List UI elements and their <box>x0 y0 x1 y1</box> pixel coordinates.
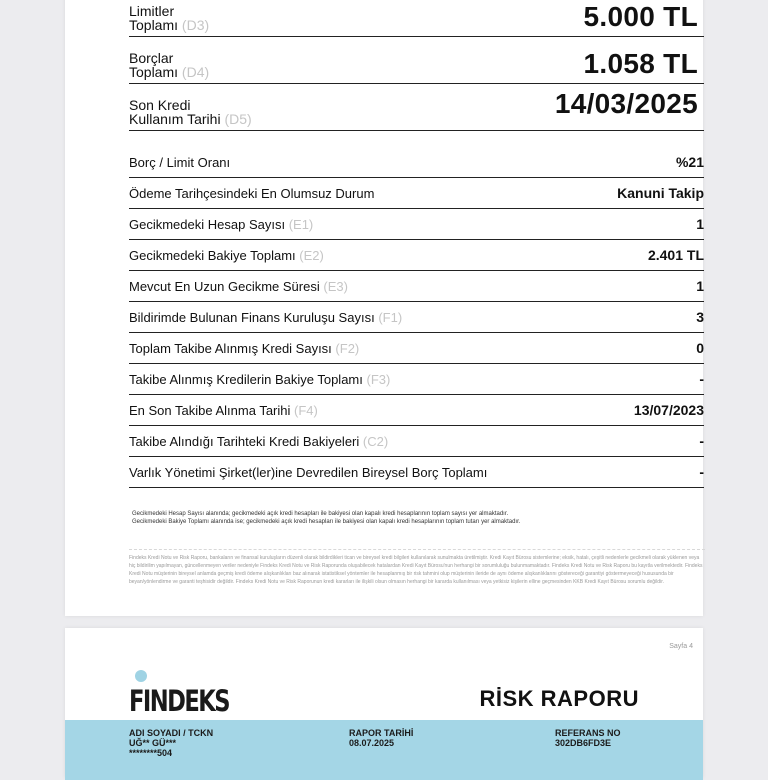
detail-value: 1 <box>696 278 704 294</box>
detail-label: Ödeme Tarihçesindeki En Olumsuz Durum <box>129 185 375 201</box>
footnote-line: Gecikmedeki Hesap Sayısı alanında; gecikmedeki açık kredi hesapları ile bakiyesi olan kapalı kredi hesaplarının toplam sayısı yer almaktadır. <box>132 511 509 517</box>
detail-label: Gecikmedeki Hesap Sayısı <box>129 216 286 232</box>
field-code: (D5) <box>224 111 252 127</box>
tckn-value: ********504 <box>129 748 173 758</box>
date-column <box>349 728 413 748</box>
detail-row <box>129 271 704 302</box>
findeks-logo <box>129 670 239 716</box>
detail-label: Varlık Yönetimi Şirket(ler)ine Devredilen Bireysel Borç Toplamı <box>129 464 488 480</box>
footnote-line: Gecikmedeki Bakiye Toplamı alanında ise; gecikmedeki açık kredi hesapları ile bakiyesi olan kapalı kredi hesaplarının toplam tutarı yer almaktadır. <box>132 519 521 525</box>
field-code: (E3) <box>323 278 348 294</box>
disclaimer: Findeks Kredi Notu ve Risk Raporu, bankaların ve finansal kuruluşların düzenli olarak bildirdikleri tican ve bireysel kredi bilgileri kullanılarak sunulmakta üretilmiştir. Kredi Kayıt Bürosu sistemlerine; eksik, hatalı, çeşitli nedenlerle gecikmeli olarak yüklenen veya hiç bildirilim yapılmayan, güncellenmeyen veriler nedeniyle Findeks Kredi Notu ve Risk Raporunda oluşabilecek hatalardan Kredi Kayıt Bürosu'nun herhangi bir sorumluluğu bulunmamaktadır. Findeks Kredi Notu ve Risk Raporu bu kayıtla verilmektedir. Findeks Kredi Notu müşterinin bireysel anlamda geçmiş kredi ödeme alışkanlıkları baz alınarak istatistiksel yöntemler ile hesaplanmış bir risk tahmini olup müşterinin ileride de aynı ödeme alışkanlıklarını göstereceği garantiyi göstermeyeceği hususunda bir beyan/yönlendirme ve garanti teşhisidir değildir. Findeks Kredi Notu ve Risk Raporunun kredi kararları ile ilişkili olsun olmasın herhangi bir kararda kullanılması veya yetkisiz kişilerin elline geçmesinden KKB Kredi Kayıt Bürosu sorumlu değildir. <box>129 549 705 586</box>
date-header: RAPOR TARİHİ <box>349 728 414 738</box>
report-table <box>129 0 704 488</box>
summary-label-line1: Borçlar <box>129 50 174 66</box>
footnote <box>132 510 692 526</box>
detail-row <box>129 426 704 457</box>
detail-value: 0 <box>696 340 704 356</box>
field-code: (F3) <box>366 371 391 387</box>
reference-column <box>555 728 621 748</box>
name-header: ADI SOYADI / TCKN <box>129 728 214 738</box>
report-title: RİSK RAPORU <box>479 686 639 711</box>
detail-row <box>129 240 704 271</box>
summary-label-line1: Limitler <box>129 3 175 19</box>
detail-row <box>129 395 704 426</box>
detail-label: Takibe Alınmış Kredilerin Bakiye Toplamı <box>129 371 363 387</box>
info-band <box>65 720 703 780</box>
detail-row <box>129 333 704 364</box>
spacer <box>129 131 704 147</box>
field-code: (E2) <box>299 247 324 263</box>
field-code: (F2) <box>335 340 360 356</box>
detail-value: 3 <box>696 309 704 325</box>
page-number: Sayfa 4 <box>669 643 693 650</box>
detail-row <box>129 178 704 209</box>
field-code: (C2) <box>362 433 389 449</box>
summary-row-debts <box>129 37 704 84</box>
reference-header: REFERANS NO <box>555 728 621 738</box>
field-code: (D3) <box>181 17 210 33</box>
report-page <box>65 0 703 616</box>
detail-row <box>129 147 704 178</box>
reference-value: 302DB6FD3E <box>555 738 612 748</box>
detail-value: Kanuni Takip <box>617 185 704 201</box>
name-column <box>129 728 213 758</box>
detail-label: Toplam Takibe Alınmış Kredi Sayısı <box>129 340 332 356</box>
name-value: UĞ** GÜ*** <box>129 738 177 748</box>
detail-value: - <box>699 464 704 480</box>
summary-label-line2: Kullanım Tarihi <box>129 111 221 127</box>
summary-value: 1.058 TL <box>583 48 698 79</box>
detail-value: - <box>699 371 704 387</box>
detail-value: - <box>699 433 704 449</box>
summary-row-limits <box>129 0 704 37</box>
detail-row <box>129 364 704 395</box>
summary-label-line2: Toplamı <box>129 17 179 33</box>
report-page-header <box>65 628 703 778</box>
field-code: (F1) <box>378 309 403 325</box>
detail-label: Bildirimde Bulunan Finans Kuruluşu Sayısı <box>129 309 375 325</box>
summary-label-line2: Toplamı <box>129 64 179 80</box>
detail-row <box>129 302 704 333</box>
detail-label: Gecikmedeki Bakiye Toplamı <box>129 247 296 263</box>
summary-label-line1: Son Kredi <box>129 97 191 113</box>
detail-row <box>129 457 704 488</box>
logo-text: FINDEKS <box>129 684 229 718</box>
detail-row <box>129 209 704 240</box>
field-code: (E1) <box>288 216 314 232</box>
detail-value: 13/07/2023 <box>633 402 704 418</box>
detail-value: 2.401 TL <box>647 247 704 263</box>
detail-label: Mevcut En Uzun Gecikme Süresi <box>129 278 320 294</box>
field-code: (D4) <box>181 64 210 80</box>
detail-label: Takibe Alındığı Tarihteki Kredi Bakiyeleri <box>129 433 360 449</box>
detail-value: 1 <box>696 216 704 232</box>
detail-value: %21 <box>675 154 704 170</box>
detail-label: En Son Takibe Alınma Tarihi <box>129 402 291 418</box>
field-code: (F4) <box>294 402 318 418</box>
date-value: 08.07.2025 <box>349 738 395 748</box>
summary-value: 5.000 TL <box>583 1 698 32</box>
logo-dot-icon <box>135 670 147 682</box>
summary-row-last-credit <box>129 84 704 131</box>
summary-value: 14/03/2025 <box>554 88 698 119</box>
detail-label: Borç / Limit Oranı <box>129 154 231 170</box>
